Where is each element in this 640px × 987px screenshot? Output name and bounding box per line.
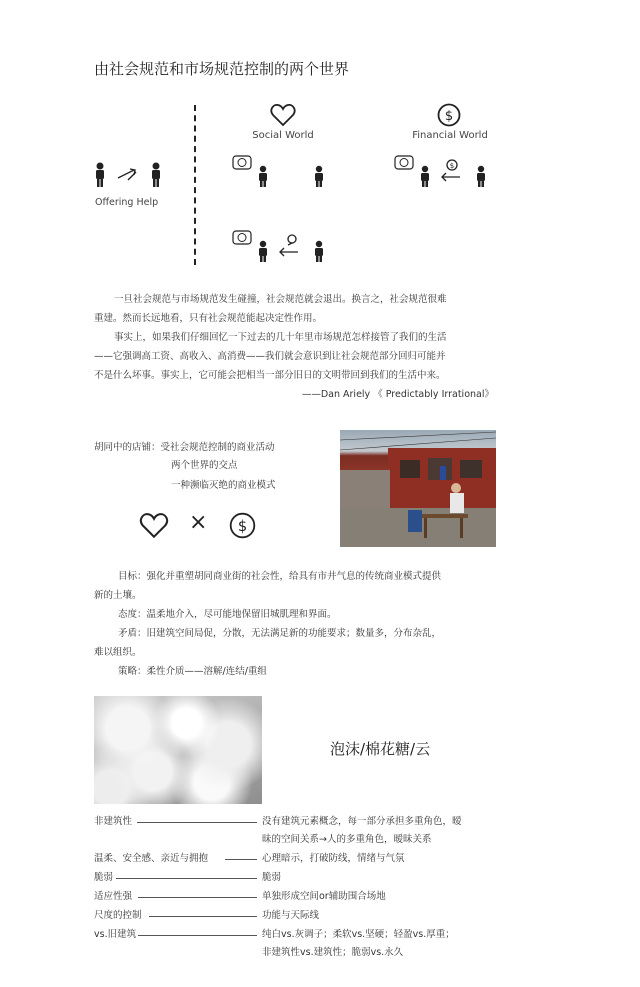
list-left-label: 温柔、安全感、亲近与拥抱 — [94, 853, 209, 864]
leader-line — [137, 822, 257, 823]
hutong-line3: 一种濒临灭绝的商业模式 — [171, 480, 276, 491]
goal-target-line2: 新的土壤。 — [94, 590, 142, 601]
material-heading: 泡沫/棉花糖/云 — [330, 740, 431, 758]
offering-help-figures — [94, 160, 164, 190]
dollar-icon — [437, 103, 461, 127]
goal-conflict-line2: 难以组织。 — [94, 647, 142, 658]
leader-line — [138, 897, 257, 898]
leader-line — [225, 859, 257, 860]
list-right-text: 心理暗示，打破防线，情绪与气氛 — [262, 853, 405, 864]
quote-attribution: ——Dan Ariely 《 Predictably Irrational》 — [301, 389, 494, 400]
smile-icon — [238, 159, 246, 167]
list-left-label: vs.旧建筑 — [94, 929, 137, 940]
leader-line — [149, 916, 257, 917]
social-world-row1 — [232, 155, 327, 187]
page-title: 由社会规范和市场规范控制的两个世界 — [94, 60, 350, 78]
list-right-text: 昧的空间关系→人的多重角色，暧昧关系 — [262, 834, 432, 845]
quote-p1-line1: 一旦社会规范与市场规范发生碰撞，社会规范就会退出。换言之，社会规范很难 — [114, 294, 447, 305]
cloud-foam-image — [94, 696, 262, 804]
social-world-label: Social World — [252, 130, 314, 141]
hutong-line2: 两个世界的交点 — [171, 460, 238, 471]
smile-icon — [238, 234, 246, 242]
svg-text:$: $ — [237, 518, 248, 536]
dollar-icon — [229, 512, 256, 539]
leader-line — [138, 935, 257, 936]
financial-world-row — [394, 155, 489, 187]
goal-attitude: 态度：温柔地介入，尽可能地保留旧城肌理和界面。 — [118, 609, 337, 620]
times-sign: × — [189, 510, 208, 535]
social-world-row2 — [232, 230, 327, 265]
gift-arrow-icon — [280, 235, 298, 256]
financial-world-label: Financial World — [412, 130, 488, 141]
list-right-text: 纯白vs.灰调子；柔软vs.坚硬；轻盈vs.厚重； — [262, 929, 455, 940]
frown-icon — [400, 159, 408, 167]
list-left-label: 适应性强 — [94, 891, 133, 902]
heart-icon — [139, 512, 169, 539]
goal-conflict-line1: 矛盾：旧建筑空间局促，分散，无法满足新的功能要求；数量多，分布杂乱， — [118, 628, 442, 639]
goal-strategy: 策略：柔性介质——溶解/连结/重组 — [118, 666, 267, 677]
hutong-shop-photo — [340, 430, 496, 547]
list-right-text: 脆弱 — [262, 872, 282, 883]
svg-text:$: $ — [444, 109, 454, 124]
list-left-label: 尺度的控制 — [94, 910, 142, 921]
svg-text:$: $ — [449, 162, 455, 170]
goal-target-line1: 目标：强化并重塑胡同商业街的社会性，给具有市井气息的传统商业模式提供 — [118, 571, 442, 582]
help-arrow-icon — [118, 169, 136, 180]
leader-line — [116, 878, 257, 879]
list-right-text: 没有建筑元素概念，每一部分承担多重角色，暧 — [262, 816, 462, 827]
hutong-scene — [340, 430, 496, 547]
dashed-divider — [194, 105, 196, 265]
quote-p1-line2: 重建。然而长远地看，只有社会规范能起决定性作用。 — [94, 313, 323, 324]
list-left-label: 脆弱 — [94, 872, 114, 883]
quote-p2-line3: 不是什么坏事。事实上，它可能会把相当一部分旧日的文明带回到我们的生活中来。 — [94, 370, 446, 381]
heart-icon — [270, 103, 296, 127]
goals-block — [94, 567, 504, 681]
quote-p2-line1: 事实上，如果我们仔细回忆一下过去的几十年里市场规范怎样接管了我们的生活 — [114, 332, 447, 343]
quote-block — [94, 290, 504, 404]
hutong-label: 胡同中的店铺：受社会规范控制的商业活动 — [94, 442, 275, 453]
list-right-text: 功能与天际线 — [262, 910, 320, 921]
list-right-text: 非建筑性vs.建筑性；脆弱vs.永久 — [262, 947, 404, 958]
list-right-text: 单独形成空间or辅助围合场地 — [262, 891, 386, 902]
quote-p2-line2: ——它强调高工资、高收入、高消费——我们就会意识到让社会规范部分回归可能并 — [94, 351, 446, 362]
list-left-label: 非建筑性 — [94, 816, 133, 827]
offering-help-label: Offering Help — [95, 197, 159, 208]
